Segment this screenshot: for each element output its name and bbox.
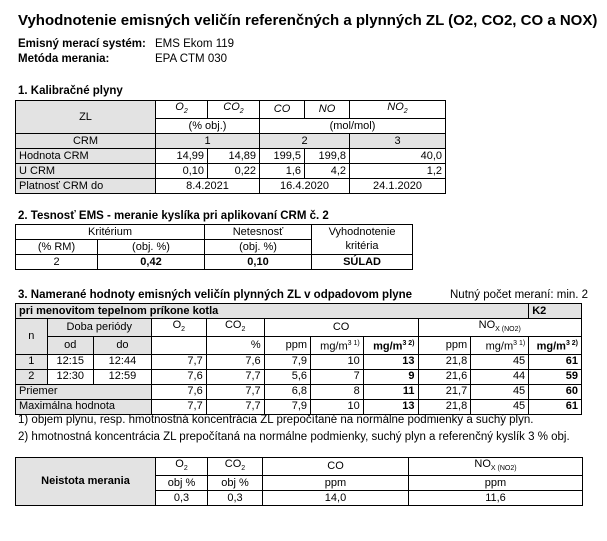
crm-2: 2 [260,134,350,149]
row-label: Maximálna hodnota [16,399,152,414]
co2-unit: obj % [208,476,263,491]
crm-label: CRM [16,134,156,149]
cell: 7,7 [206,369,264,384]
leak-table [15,224,413,270]
co2-header: $CO_2$ [206,319,264,337]
row-label: U CRM [16,164,156,179]
cell: 7,9 [264,354,310,369]
o2-header: $O_2$ [156,101,208,119]
crm-1: 1 [156,134,260,149]
co-header: CO [263,458,409,476]
obj-unit-1: (obj. %) [98,240,205,255]
average-row [16,384,582,399]
cell: 12:30 [47,369,93,384]
cell: 9 [363,369,418,384]
method-row [18,53,228,65]
footnote-1: 1) objem plynu, resp. hmotnostná koncentrácia ZL prepočítané na normálne podmienky a suchý plyn. [18,414,534,426]
nox-header: $NO_{X (NO2)}$ [418,319,581,337]
cell: 12:15 [47,354,93,369]
cell: 6,8 [264,384,310,399]
crm-3: 3 [350,134,446,149]
cell: 45 [471,354,529,369]
row-label: Hodnota CRM [16,149,156,164]
cell: 59 [529,369,582,384]
cell: 8 [311,384,364,399]
cell: 45 [471,384,529,399]
unit-pct: (% obj.) [156,119,260,134]
section3-heading: 3. Namerané hodnoty emisných veličín plynných ZL v odpadovom plyne [18,289,413,301]
no2-header: $NO_2$ [350,101,446,119]
nox-ppm-unit: ppm [418,337,471,355]
rm-unit: (% RM) [16,240,98,255]
row-label: Platnosť CRM do [16,179,156,194]
cell: 12:59 [93,369,151,384]
cell: 10 [311,354,364,369]
obj-value: 0,42 [98,255,205,270]
cell: 14,99 [156,149,208,164]
period-header: Doba periódy [47,319,151,337]
cell: 0,10 [156,164,208,179]
section2-heading: 2. Tesnosť EMS - meranie kyslíka pri aplikovaní CRM č. 2 [18,210,329,222]
o2-unit: obj % [156,476,208,491]
cell: 1 [16,354,48,369]
cell: 7,9 [264,399,310,414]
nox-header: $NO_{X (NO2)}$ [409,458,583,476]
criterion-header: Kritérium [16,225,205,240]
o2-header: $O_2$ [156,458,208,476]
nox-value: 11,6 [409,491,583,506]
co2-value: 0,3 [208,491,263,506]
nox-unit: ppm [409,476,583,491]
cell: 44 [471,369,529,384]
co-mg1-unit: $mg/m^{3 1)}$ [311,337,364,355]
nox-mg2-unit: $mg/m^{3 2)}$ [529,337,582,355]
cell: 21,8 [418,354,471,369]
cell: 61 [529,399,582,414]
cell: 7,6 [151,384,206,399]
cell: 7,7 [206,399,264,414]
k-label: K2 [529,304,582,319]
cell: 11 [363,384,418,399]
cell: 7,7 [151,399,206,414]
cell: 7,7 [151,354,206,369]
obj-unit-2: (obj. %) [205,240,312,255]
cell: 21,7 [418,384,471,399]
o2-unit [151,337,206,355]
cell: 13 [363,354,418,369]
co2-header: $CO_2$ [208,458,263,476]
uncertainty-table [15,457,583,506]
co-header: CO [264,319,418,337]
leak-header: Netesnosť [205,225,312,240]
co-unit: ppm [263,476,409,491]
table-row [16,369,582,384]
table-row [16,179,446,194]
o2-header: $O_2$ [151,319,206,337]
cell: 61 [529,354,582,369]
cell: 40,0 [350,149,446,164]
zl-header: ZL [16,101,156,134]
cell: 2 [16,369,48,384]
calibration-table [15,100,446,194]
cell: 7,7 [206,384,264,399]
cell: 199,5 [260,149,305,164]
unit-mol: (mol/mol) [260,119,446,134]
co2-unit: % [206,337,264,355]
cell: 24.1.2020 [350,179,446,194]
system-value: EMS Ekom 119 [155,38,235,50]
co-mg2-unit: $mg/m^{3 2)}$ [363,337,418,355]
cell: 45 [471,399,529,414]
table-row [16,164,446,179]
cell: 5,6 [264,369,310,384]
eval-value: SÚLAD [312,255,413,270]
cell: 199,8 [305,149,350,164]
cell: 1,6 [260,164,305,179]
system-label: Emisný merací systém: [18,38,146,50]
subtitle: pri menovitom tepelnom príkone kotla [16,304,529,319]
cell: 21,6 [418,369,471,384]
no-header: NO [305,101,350,119]
o2-value: 0,3 [156,491,208,506]
cell: 13 [363,399,418,414]
rm-value: 2 [16,255,98,270]
cell: 1,2 [350,164,446,179]
cell: 60 [529,384,582,399]
n-header: n [16,319,48,355]
method-value: EPA CTM 030 [155,53,228,65]
measured-table [15,303,582,415]
system-row [18,38,235,50]
co-value: 14,0 [263,491,409,506]
co-header: CO [260,101,305,119]
cell: 14,89 [208,149,260,164]
cell: 7,6 [151,369,206,384]
co-ppm-unit: ppm [264,337,310,355]
cell: 16.4.2020 [260,179,350,194]
nox-mg1-unit: $mg/m^{3 1)}$ [471,337,529,355]
cell: 12:44 [93,354,151,369]
min-measurements: Nutný počet meraní: min. 2 [450,289,589,301]
footnote-2: 2) hmotnostná koncentrácia ZL prepočítaná na normálne podmienky, suchý plyn a referenčný kyslík 3 % obj. [18,431,570,443]
max-row [16,399,582,414]
section1-heading: 1. Kalibračné plyny [18,85,123,97]
od-header: od [47,337,93,355]
uncertainty-label: Neistota merania [16,458,156,506]
cell: 10 [311,399,364,414]
page-title: Vyhodnotenie emisných veličín referenčných a plynných ZL (O2, CO2, CO a NOX) [18,12,598,29]
row-label: Priemer [16,384,152,399]
method-label: Metóda merania: [18,53,110,65]
cell: 4,2 [305,164,350,179]
cell: 21,8 [418,399,471,414]
do-header: do [93,337,151,355]
table-row [16,149,446,164]
eval-header-2: kritéria [312,240,413,255]
cell: 8.4.2021 [156,179,260,194]
table-row [16,354,582,369]
co2-header: $CO_2$ [208,101,260,119]
cell: 7 [311,369,364,384]
cell: 7,6 [206,354,264,369]
leak-value: 0,10 [205,255,312,270]
eval-header-1: Vyhodnotenie [312,225,413,240]
cell: 0,22 [208,164,260,179]
